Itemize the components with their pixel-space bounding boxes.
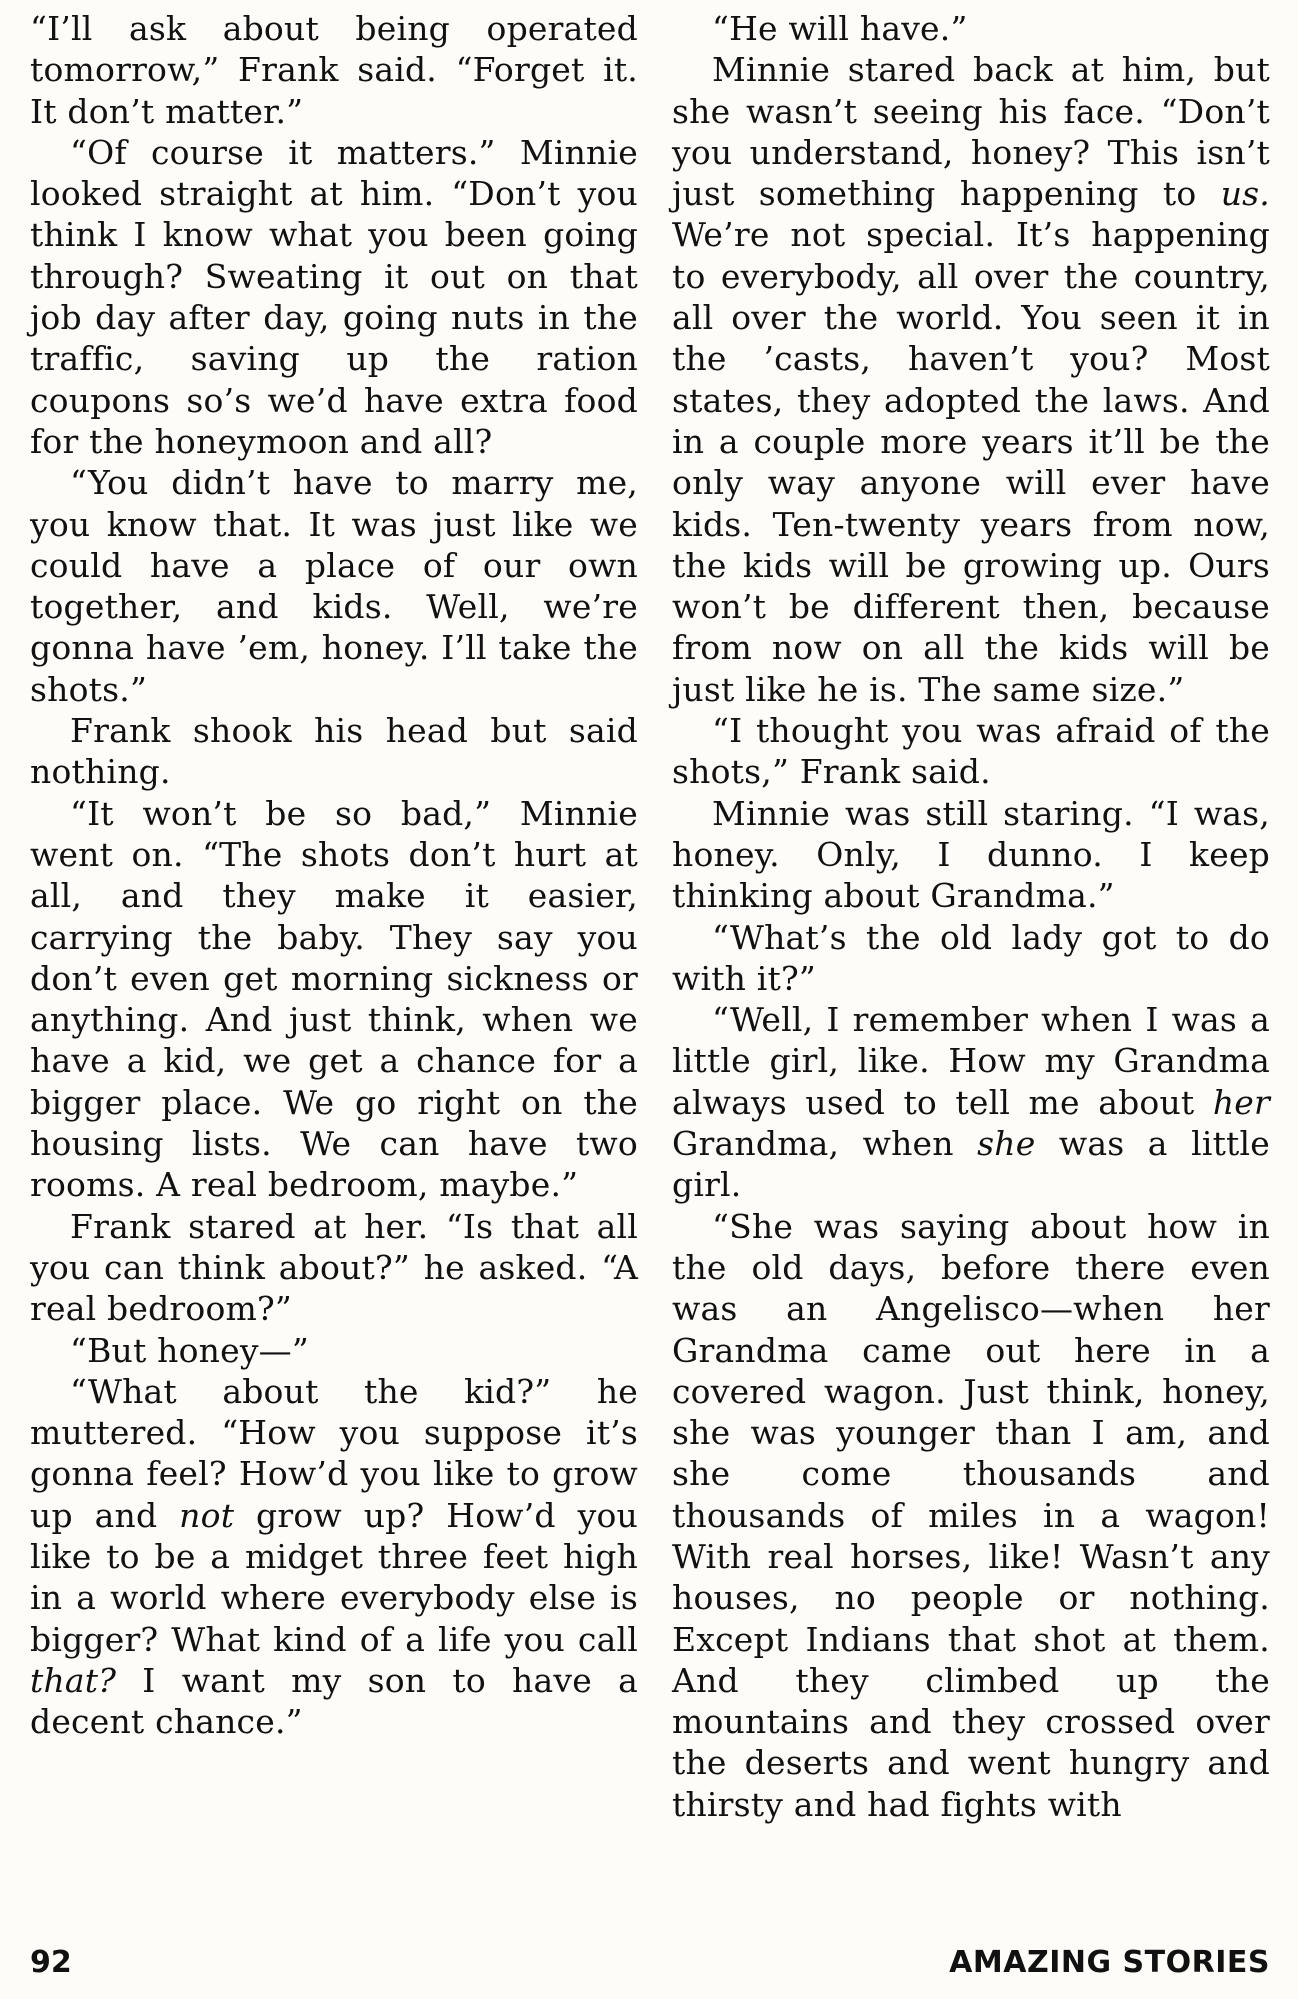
paragraph-text: grow up? How’d you like to be a midget three feet high in a world where everybody else is bigger? What kind of a life you call — [30, 1495, 638, 1659]
paragraph-text: “I thought you was afraid of the shots,” Frank said. — [672, 711, 1270, 792]
paragraph — [672, 917, 1270, 1000]
paragraph — [30, 710, 638, 793]
paragraph-text: “Well, I remember when I was a little girl, like. How my Grandma always used to tell me about — [672, 1000, 1270, 1122]
paragraph — [30, 462, 638, 710]
paragraph — [30, 1371, 638, 1743]
paragraph — [30, 8, 638, 132]
paragraph-text: Frank stared at her. “Is that all you can think about?” he asked. “A real bedroom?” — [30, 1206, 638, 1329]
paragraph-text: “Of course it matters.” Minnie looked straight at him. “Don’t you think I know what you been going through? Sweating it out on that job day after day, going nuts in the traffic, saving up the ration coupons so’s we’d have extra food for the honeymoon and all? — [30, 132, 638, 461]
italic-text: not — [179, 1495, 235, 1535]
paragraph — [30, 793, 638, 1206]
paragraph-text: “She was saying about how in the old days, before there even was an Angelisco—when her Grandma came out here in a covered wagon. Just think, honey, she was younger than I am, and she come thousands and thousands of miles in a wagon! With real horses, like! Wasn’t any houses, no people or nothing. Except Indians that shot at them. And they climbed up the mountains and they crossed over the deserts and went hungry and thirsty and had fights with — [672, 1206, 1270, 1824]
paragraph-text: “I’ll ask about being operated tomorrow,” Frank said. “Forget it. It don’t matter.” — [30, 9, 638, 131]
italic-text: she — [977, 1124, 1036, 1164]
paragraph — [672, 793, 1270, 917]
left-text-column — [30, 8, 638, 1742]
paragraph — [30, 1206, 638, 1330]
paragraph-text: “But honey—” — [70, 1330, 309, 1370]
paragraph — [672, 710, 1270, 793]
italic-text: us. — [1220, 174, 1270, 214]
paragraph-text: “It won’t be so bad,” Minnie went on. “The shots don’t hurt at all, and they make it easier, carrying the baby. They say you don’t even get morning sickness or anything. And just think, when we have a kid, we get a chance for a bigger place. We go right on the housing lists. We can have two rooms. A real bedroom, maybe.” — [30, 793, 638, 1205]
paragraph-text: was a little girl. — [672, 1124, 1270, 1205]
paragraph-text: Minnie stared back at him, but she wasn’t seeing his face. “Don’t you understand, honey? This isn’t just something happening to — [672, 50, 1270, 214]
page-footer — [30, 1945, 1270, 1985]
running-title: AMAZING STORIES — [949, 1945, 1270, 1980]
paragraph-text: Grandma, when — [672, 1124, 978, 1164]
paragraph — [30, 1330, 638, 1371]
paragraph — [672, 1206, 1270, 1825]
paragraph — [672, 999, 1270, 1205]
italic-text: her — [1212, 1082, 1270, 1122]
paragraph-text: “What about the kid?” he muttered. “How you suppose it’s gonna feel? How’d you like to grow up and — [30, 1371, 638, 1535]
paragraph-text: “You didn’t have to marry me, you know that. It was just like we could have a place of our own together, and kids. Well, we’re gonna have ’em, honey. I’ll take the shots.” — [30, 463, 638, 709]
paragraph-text: Frank shook his head but said nothing. — [30, 711, 638, 792]
italic-text: that? — [30, 1660, 117, 1700]
paragraph-text: Minnie was still staring. “I was, honey. Only, I dunno. I keep thinking about Grandma.” — [672, 793, 1270, 916]
paragraph — [30, 132, 638, 462]
paragraph — [672, 49, 1270, 710]
paragraph — [672, 8, 1270, 49]
paragraph-text: “He will have.” — [712, 9, 968, 48]
paragraph-text: “What’s the old lady got to do with it?” — [672, 917, 1270, 998]
page-number: 92 — [30, 1945, 72, 1980]
right-text-column — [672, 8, 1270, 1825]
paragraph-text: We’re not special. It’s happening to everybody, all over the country, all over the world. You seen it in the ’casts, haven’t you? Most states, they adopted the laws. And in a couple more years it’ll be the only way anyone will ever have kids. Ten-twenty years from now, the kids will be growing up. Ours won’t be different then, because from now on all the kids will be just like he is. The same size.” — [672, 215, 1270, 709]
paragraph-text: I want my son to have a decent chance.” — [30, 1660, 638, 1742]
